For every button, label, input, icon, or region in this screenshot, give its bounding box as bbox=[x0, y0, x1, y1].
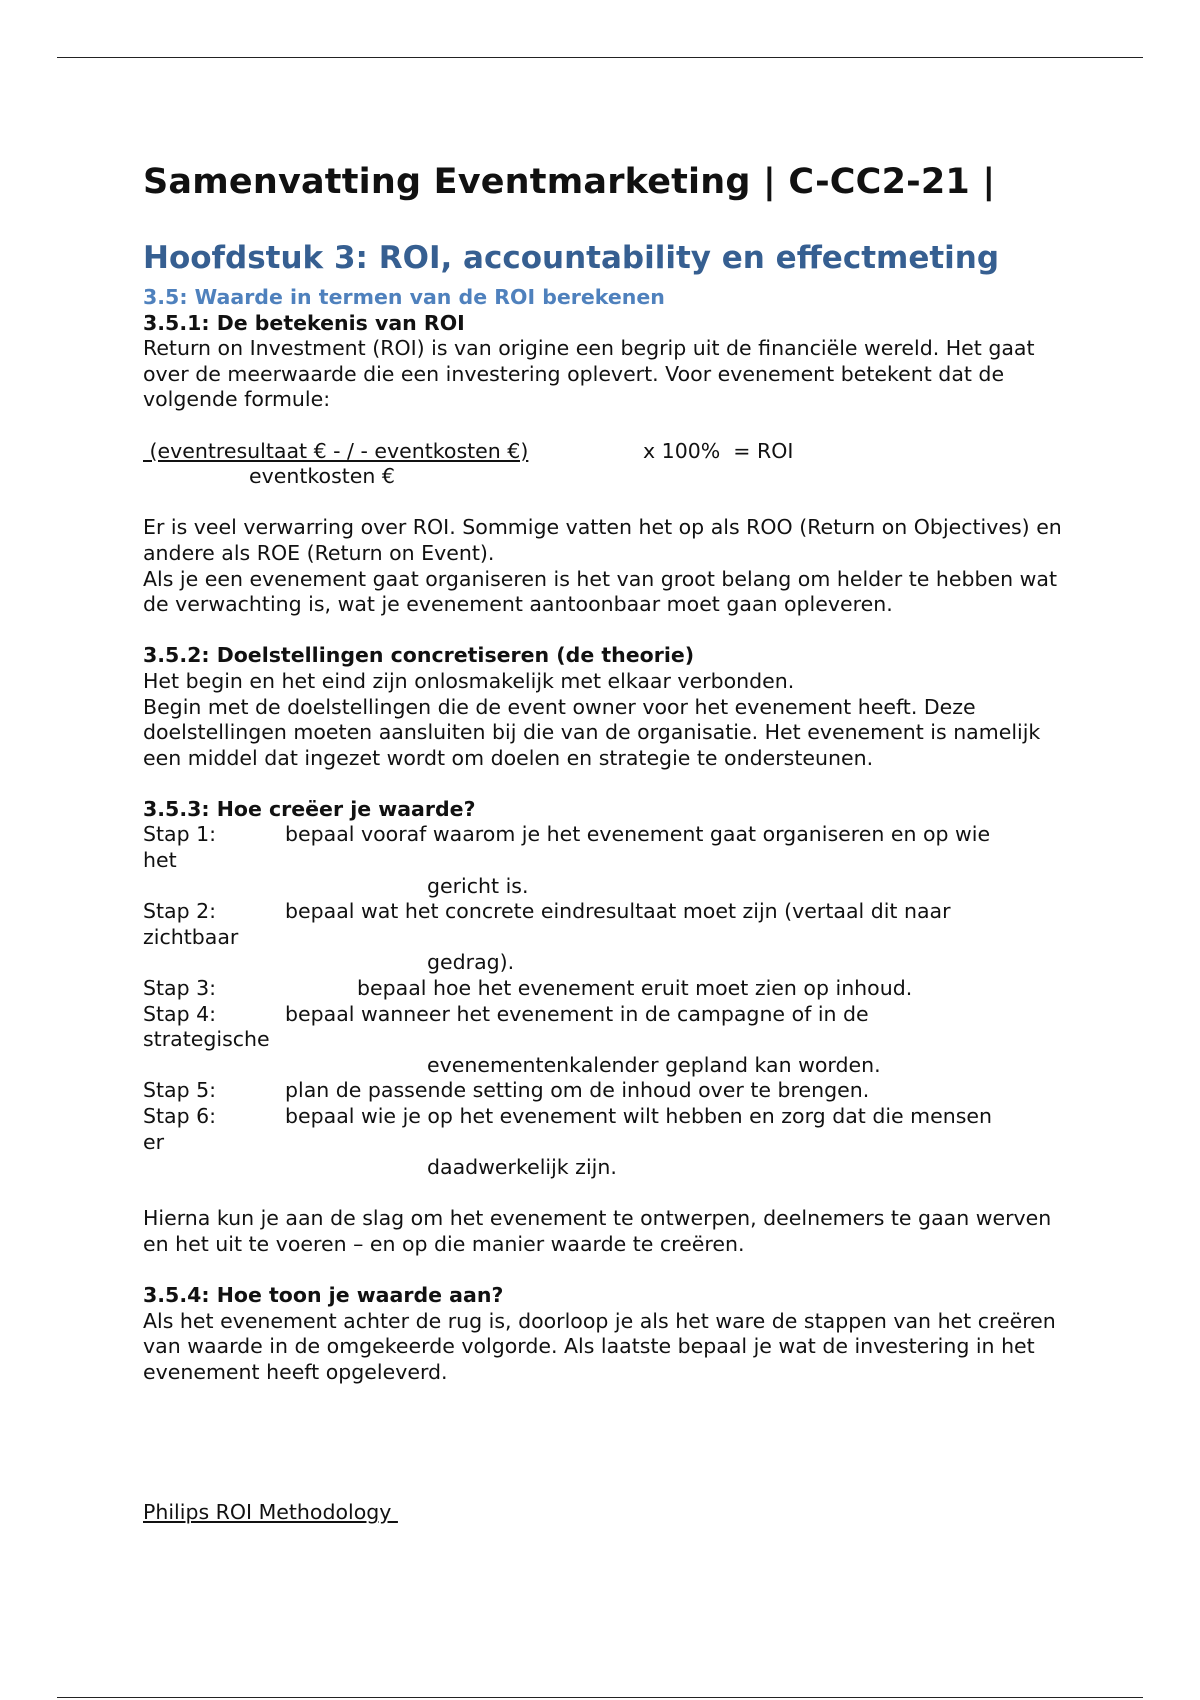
step-text: bepaal wat het concrete eindresultaat moet zijn (vertaal dit naar bbox=[285, 899, 951, 924]
step-text: bepaal wie je op het evenement wilt hebben en zorg dat die mensen bbox=[285, 1104, 993, 1128]
step-label: Stap 5: bbox=[143, 1078, 217, 1103]
step-label: Stap 4: bbox=[143, 1001, 217, 1026]
document-body bbox=[143, 285, 1063, 1386]
step-label: Stap 3: bbox=[143, 976, 217, 1001]
steps-list bbox=[143, 822, 1063, 1180]
step-item-2 bbox=[143, 899, 1063, 976]
subsection-heading-351: 3.5.1: De betekenis van ROI bbox=[143, 310, 465, 335]
chapter-heading: Hoofdstuk 3: ROI, accountability en effectmeting bbox=[143, 240, 1000, 276]
step-item-1 bbox=[143, 822, 1063, 899]
step-label: Stap 6: bbox=[143, 1104, 217, 1128]
formula-multiplier: x 100% = ROI bbox=[643, 438, 794, 463]
step-item-3 bbox=[143, 976, 1063, 1002]
create-value-outro: Hierna kun je aan de slag om het evenement te ontwerpen, deelnemers te gaan werven en het uit te voeren – en op die manier waarde te creëren. bbox=[143, 1206, 1052, 1256]
roi-formula bbox=[143, 439, 1063, 490]
step-item-4 bbox=[143, 1002, 1063, 1079]
formula-numerator: (eventresultaat € - / - eventkosten €) bbox=[143, 438, 529, 463]
subsection-heading-353: 3.5.3: Hoe creëer je waarde? bbox=[143, 796, 476, 821]
step-continuation: gedrag). bbox=[427, 950, 515, 975]
subsection-heading-352: 3.5.2: Doelstellingen concretiseren (de theorie) bbox=[143, 643, 695, 668]
step-wrap-text: er bbox=[143, 1129, 165, 1154]
step-continuation: gericht is. bbox=[427, 873, 529, 898]
show-value-paragraph: Als het evenement achter de rug is, doorloop je als het ware de stappen van het creëren van waarde in de omgekeerde volgorde. Als laatste bepaal je wat de investering in het evenement heeft opgeleverd. bbox=[143, 1308, 1056, 1384]
step-continuation: daadwerkelijk zijn. bbox=[427, 1155, 617, 1180]
subsection-heading-354: 3.5.4: Hoe toon je waarde aan? bbox=[143, 1283, 504, 1308]
step-item-6 bbox=[143, 1104, 1063, 1181]
step-text: plan de passende setting om de inhoud over te brengen. bbox=[285, 1078, 870, 1103]
step-label: Stap 1: bbox=[143, 822, 217, 847]
step-text: bepaal hoe het evenement eruit moet zien op inhoud. bbox=[357, 976, 913, 1001]
goals-paragraph-1: Het begin en het eind zijn onlosmakelijk met elkaar verbonden. bbox=[143, 668, 795, 693]
step-wrap-text: het bbox=[143, 848, 177, 873]
roi-expectation-paragraph: Als je een evenement gaat organiseren is het van groot belang om helder te hebben wat de verwachting is, wat je evenement aantoonbaar moet gaan opleveren. bbox=[143, 566, 1057, 617]
philips-roi-link[interactable]: Philips ROI Methodology bbox=[143, 1500, 398, 1524]
goals-paragraph-2: Begin met de doelstellingen die de event owner voor het evenement heeft. Deze doelstellingen moeten aansluiten bij die van de organisatie. Het evenement is namelijk een middel dat ingezet wordt om doelen en strategie te ondersteunen. bbox=[143, 694, 1041, 770]
step-label: Stap 2: bbox=[143, 899, 217, 924]
section-heading: 3.5: Waarde in termen van de ROI berekenen bbox=[143, 285, 665, 309]
step-text: bepaal vooraf waarom je het evenement gaat organiseren en op wie bbox=[285, 822, 991, 847]
roi-confusion-paragraph: Er is veel verwarring over ROI. Sommige vatten het op als ROO (Return on Objectives) en andere als ROE (Return on Event). bbox=[143, 515, 1062, 565]
roi-intro-paragraph: Return on Investment (ROI) is van origine een begrip uit de financiële wereld. Het gaat over de meerwaarde die een investering oplevert. Voor evenement betekent dat de volgende formule: bbox=[143, 336, 1035, 412]
step-text: bepaal wanneer het evenement in de campagne of in de bbox=[285, 1001, 869, 1026]
document-title: Samenvatting Eventmarketing | C-CC2-21 | bbox=[143, 162, 996, 202]
step-wrap-text: zichtbaar bbox=[143, 924, 239, 949]
formula-denominator: eventkosten € bbox=[249, 464, 395, 489]
step-wrap-text: strategische bbox=[143, 1027, 270, 1052]
step-continuation: evenementenkalender gepland kan worden. bbox=[427, 1052, 881, 1077]
top-rule bbox=[57, 57, 1143, 58]
bottom-rule bbox=[57, 1697, 1143, 1698]
step-item-5 bbox=[143, 1078, 1063, 1104]
